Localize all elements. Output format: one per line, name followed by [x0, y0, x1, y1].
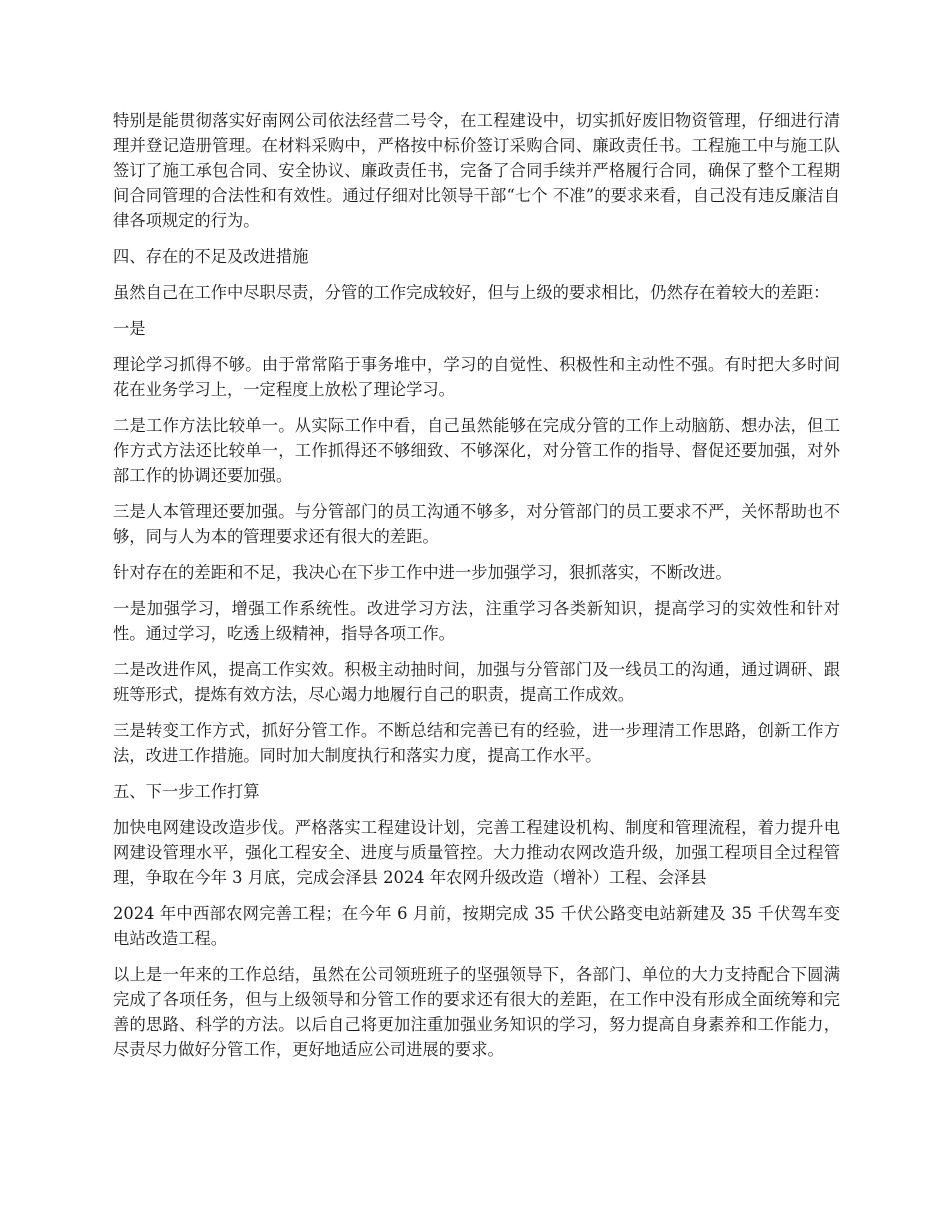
paragraph-improvement-resolve: 针对存在的差距和不足，我决心在下步工作中进一步加强学习，狠抓落实，不断改进。 — [113, 563, 732, 582]
paragraph-work-method: 二是工作方法比较单一。从实际工作中看，自己虽然能够在完成分管的工作上动脑筋、想办法，但工作方式方法还比较单一，工作抓得还不够细致、不够深化，对分管工作的指导、督促还要加强，对外部工作的协调还要加强。 — [113, 416, 840, 485]
paragraph-improve-style: 二是改进作风，提高工作实效。积极主动抽时间，加强与分管部门及一线员工的沟通，通过调研、跟班等形式，提炼有效方法，尽心竭力地履行自己的职责，提高工作成效。 — [113, 660, 840, 704]
section-heading-next-plan: 五、下一步工作打算 — [113, 782, 260, 801]
paragraph-strengthen-study: 一是加强学习，增强工作系统性。改进学习方法，注重学习各类新知识，提高学习的实效性和针对性。通过学习，吃透上级精神，指导各项工作。 — [113, 599, 840, 643]
list-marker-first: 一是 — [113, 319, 146, 338]
paragraph-gap-intro: 虽然自己在工作中尽职尽责，分管的工作完成较好，但与上级的要求相比，仍然存在着较大的差距： — [113, 283, 830, 302]
paragraph-theory-study: 理论学习抓得不够。由于常常陷于事务堆中，学习的自觉性、积极性和主动性不强。有时把大多时间花在业务学习上，一定程度上放松了理论学习。 — [113, 355, 840, 399]
paragraph-change-work-mode: 三是转变工作方式，抓好分管工作。不断总结和完善已有的经验，进一步理清工作思路，创新工作方法，改进工作措施。同时加大制度执行和落实力度，提高工作水平。 — [113, 721, 840, 765]
paragraph-discipline: 特别是能贯彻落实好南网公司依法经营二号令，在工程建设中，切实抓好废旧物资管理，仔细进行清理并登记造册管理。在材料采购中，严格按中标价签订采购合同、廉政责任书。工程施工中与施工队签订了施工承包合同、安全协议、廉政责任书，完备了合同手续并严格履行合同，确保了整个工程期间合同管理的合法性和有效性。通过仔细对比领导干部“七个 不准”的要求来看，自己没有违反廉洁自律各项规定的行为。 — [113, 111, 840, 230]
paragraph-people-management: 三是人本管理还要加强。与分管部门的员工沟通不够多，对分管部门的员工要求不严，关怀帮助也不够，同与人为本的管理要求还有很大的差距。 — [113, 502, 840, 546]
paragraph-grid-projects-2024: 2024 年中西部农网完善工程；在今年 6 月前，按期完成 35 千伏公路变电站新建及 35 千伏驾车变电站改造工程。 — [113, 904, 840, 948]
paragraph-grid-construction: 加快电网建设改造步伐。严格落实工程建设计划，完善工程建设机构、制度和管理流程，着力提升电网建设管理水平，强化工程安全、进度与质量管控。大力推动农网改造升级，加强工程项目全过程管理，争取在今年 3 月底，完成会泽县 2024 年农网升级改造（增补）工程、会泽县 — [113, 818, 840, 887]
section-heading-shortcomings: 四、存在的不足及改进措施 — [113, 247, 309, 266]
document-body — [113, 108, 840, 1073]
paragraph-summary: 以上是一年来的工作总结，虽然在公司领班班子的坚强领导下，各部门、单位的大力支持配合下圆满完成了各项任务，但与上级领导和分管工作的要求还有很大的差距，在工作中没有形成全面统筹和完善的思路、科学的方法。以后自己将更加注重加强业务知识的学习，努力提高自身素养和工作能力，尽责尽力做好分管工作，更好地适应公司进展的要求。 — [113, 965, 840, 1059]
